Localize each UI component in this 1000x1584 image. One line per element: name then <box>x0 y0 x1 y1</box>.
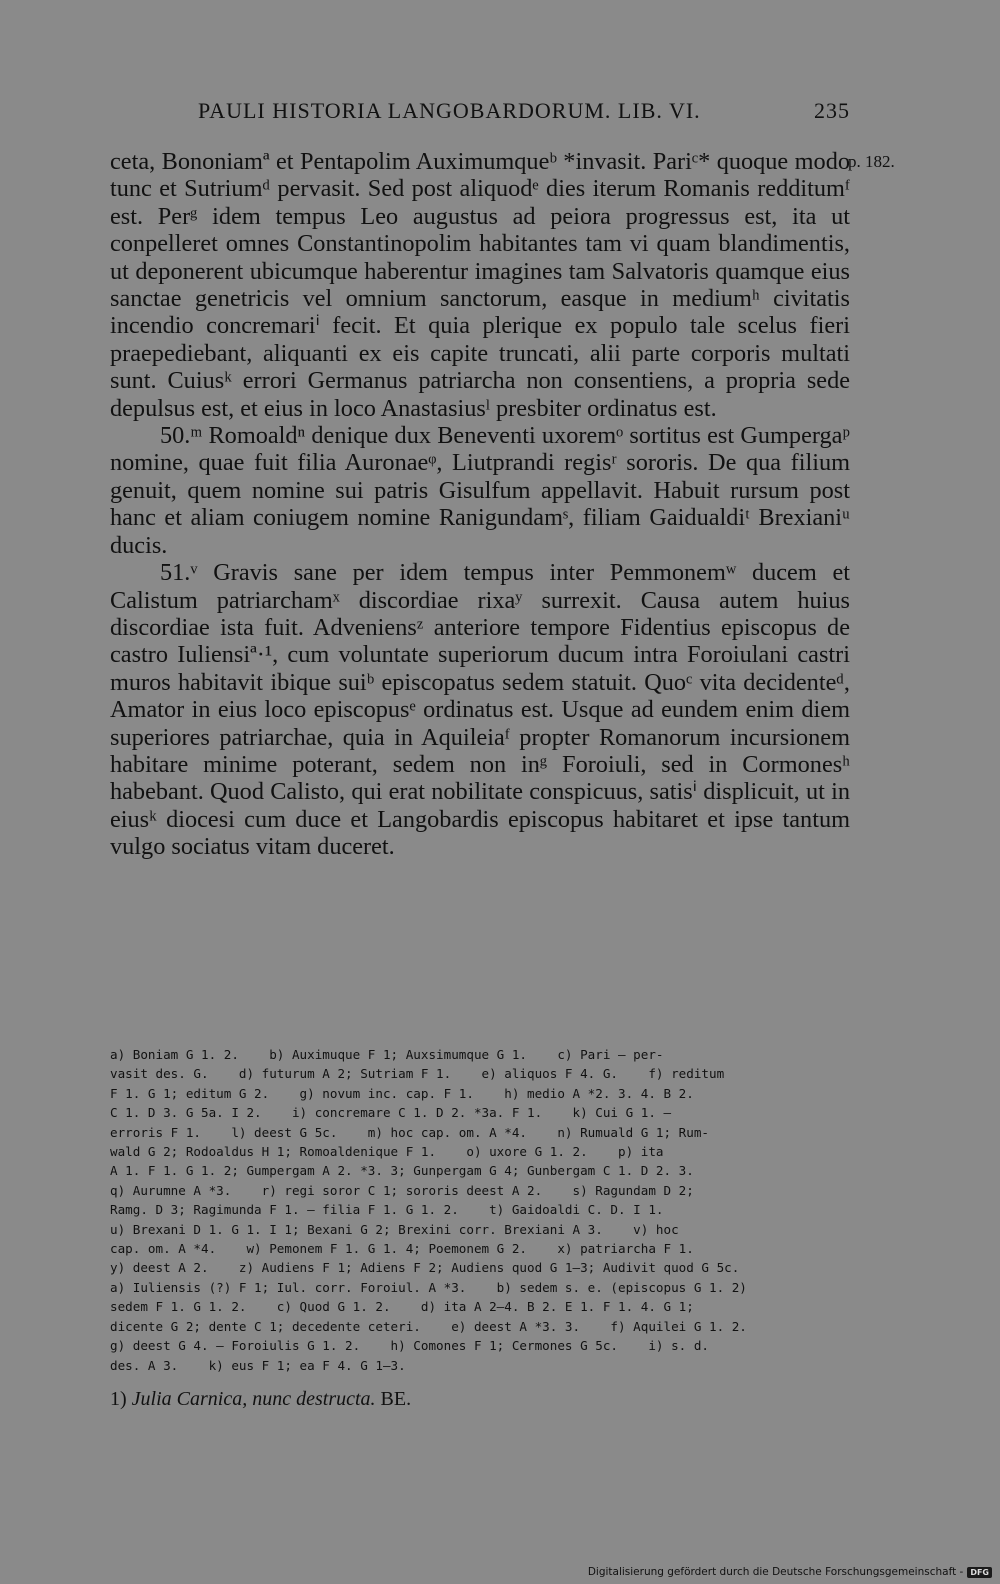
footnote-line: y) deest A 2. z) Audiens F 1; Adiens F 2; Audiens quod G 1—3; Audivit quod G 5c. <box>110 1260 740 1276</box>
footnote-line: erroris F 1. l) deest G 5c. m) hoc cap. om. A *4. n) Rumuald G 1; Rum- <box>110 1124 709 1140</box>
editor-note <box>110 1388 411 1411</box>
footnote-line: a) Boniam G 1. 2. b) Auximuque F 1; Auxsimumque G 1. c) Pari — per- <box>110 1047 664 1062</box>
footnote-line: g) deest G 4. — Foroiulis G 1. 2. h) Comones F 1; Cermones G 5c. i) s. d. <box>110 1338 709 1354</box>
running-title: PAULI HISTORIA LANGOBARDORUM. LIB. VI. <box>198 98 701 123</box>
page-number: 235 <box>814 98 850 123</box>
footnote-line: vasit des. G. d) futurum A 2; Sutriam F 1. e) aliquos F 4. G. f) reditum <box>110 1066 725 1082</box>
footnote-line: F 1. G 1; editum G 2. g) novum inc. cap. F 1. h) medio A *2. 3. 4. B 2. <box>110 1085 694 1101</box>
footnote-line: Ramg. D 3; Ragimunda F 1. — filia F 1. G 1. 2. t) Gaidoaldi C. D. I 1. <box>110 1202 664 1218</box>
footnote-line: des. A 3. k) eus F 1; ea F 4. G 1—3. <box>110 1357 406 1373</box>
footnote-line: dicente G 2; dente C 1; decedente ceteri. e) deest A *3. 3. f) Aquilei G 1. 2. <box>110 1318 747 1334</box>
editor-note-number: 1) <box>110 1388 127 1410</box>
digitization-text: Digitalisierung gefördert durch die Deutsche Forschungsgemeinschaft - <box>587 1566 964 1578</box>
critical-apparatus <box>110 1045 850 1375</box>
footnote-line: sedem F 1. G 1. 2. c) Quod G 1. 2. d) ita A 2—4. B 2. E 1. F 1. 4. G 1; <box>110 1299 694 1315</box>
paragraph-51: 51.ᵛ Gravis sane per idem tempus inter Pemmonemʷ ducem et Calistum patriarchamˣ discordiae rixaʸ surrexit. Causa autem huius discordiae ista fuit. Adveniensᶻ anteriore tempore Fidentius episcopus de castro Iuliensiª·¹, cum voluntate superiorum ducum intra Foroiulani castri muros habitavit ibique suiᵇ episcopatus sedem statuit. Quoᶜ vita decidenteᵈ, Amator in eius loco episcopusᵉ ordinatus est. Usque ad eundem enim diem superiores patriarchae, quia in Aquileiaᶠ propter Romanorum incursionem habitare minime poterant, sedem non inᵍ Foroiuli, sed in Cormonesʰ habebant. Quod Calisto, qui erat nobilitate conspicuus, satisⁱ displicuit, ut in eiusᵏ diocesi cum duce et Langobardis episcopus habitaret et ipse tantum vulgo sociatus vitam duceret. <box>110 559 850 861</box>
digitization-credit <box>588 1566 992 1578</box>
footnote-line: C 1. D 3. G 5a. I 2. i) concremare C 1. D 2. *3a. F 1. k) Cui G 1. — <box>110 1105 672 1121</box>
footnote-line: wald G 2; Rodoaldus H 1; Romoaldenique F 1. o) uxore G 1. 2. p) ita <box>110 1144 664 1160</box>
dfg-logo-icon: DFG <box>967 1567 992 1578</box>
footnote-line: u) Brexani D 1. G 1. I 1; Bexani G 2; Brexini corr. Brexiani A 3. v) hoc <box>110 1221 679 1237</box>
paragraph-49-end: ceta, Bononiamª et Pentapolim Auximumqueᵇ *invasit. Pariᶜ* quoque modo tunc et Sutriumᵈ pervasit. Sed post aliquodᵉ dies iterum Romanis redditumᶠ est. Perᵍ idem tempus Leo augustus ad peiora progressus est, ita ut conpelleret omnes Constantinopolim habitantes tam vi quam blandimentis, ut deponerent ubicumque haberentur imagines tam Salvatoris quamque eius sanctae genetricis vel omnium sanctorum, easque in mediumʰ civitatis incendio concremariⁱ fecit. Et quia plerique ex populo tale scelus fieri praepediebant, aliquanti ex eis capite truncati, alii parte corporis multati sunt. Cuiusᵏ errori Germanus patriarcha non consentiens, a propria sede depulsus est, et eius in loco Anastasiusˡ presbiter ordinatus est. <box>110 148 850 422</box>
footnote-line: A 1. F 1. G 1. 2; Gumpergam A 2. *3. 3; Gunpergam G 4; Gunbergam C 1. D 2. 3. <box>110 1163 694 1179</box>
footnote-line: q) Aurumne A *3. r) regi soror C 1; sororis deest A 2. s) Ragundam D 2; <box>110 1182 694 1198</box>
footnote-line: a) Iuliensis (?) F 1; Iul. corr. Foroiul. A *3. b) sedem s. e. (episcopus G 1. 2) <box>110 1279 747 1295</box>
paragraph-50: 50.ᵐ Romoaldⁿ denique dux Beneventi uxoremᵒ sortitus est Gumpergaᵖ nomine, quae fuit filia Auronaeᵠ, Liutprandi regisʳ sororis. De qua filium genuit, quem nomine sui patris Gisulfum appellavit. Habuit rursum post hanc et aliam coniugem nomine Ranigundamˢ, filiam Gaidualdiᵗ Brexianiᵘ ducis. <box>110 422 850 559</box>
editor-note-text: Julia Carnica, nunc destructa. <box>131 1388 376 1410</box>
footnote-line: cap. om. A *4. w) Pemonem F 1. G 1. 4; Poemonem G 2. x) patriarcha F 1. <box>110 1241 694 1257</box>
margin-page-reference: p. 182. <box>848 152 895 171</box>
main-text <box>110 148 850 861</box>
editor-note-sigil: BE. <box>380 1388 412 1410</box>
